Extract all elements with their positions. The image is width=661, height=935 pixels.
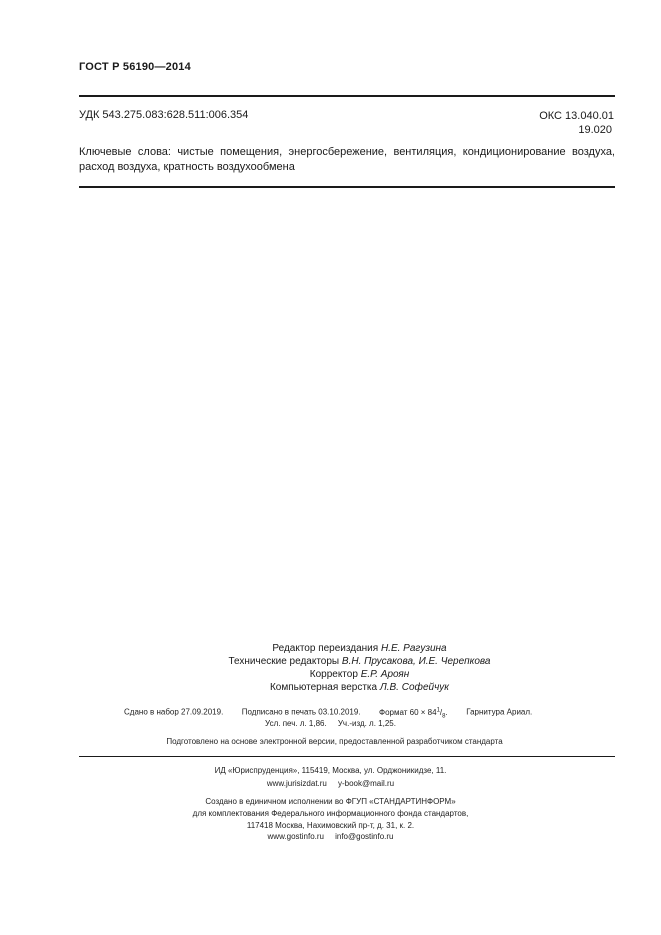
top-divider bbox=[79, 95, 615, 97]
corrector-name: Е.Р. Ароян bbox=[360, 669, 410, 680]
publisher-divider bbox=[79, 756, 615, 757]
print-signed-date: Подписано в печать 03.10.2019. bbox=[241, 707, 361, 717]
editor-label: Редактор переиздания bbox=[272, 643, 379, 654]
publisher-line-1: ИД «Юриспруденция», 115419, Москва, ул. Орджоникидзе, 11. bbox=[214, 766, 447, 775]
publisher-line-2: www.jurisizdat.ru y-book@mail.ru bbox=[266, 779, 395, 788]
oks-codes bbox=[539, 109, 614, 137]
udk-code: УДК 543.275.083:628.511:006.354 bbox=[79, 109, 249, 121]
print-info-line-2: Усл. печ. л. 1,86. Уч.-изд. л. 1,25. bbox=[265, 719, 396, 728]
print-sent-date: Сдано в набор 27.09.2019. bbox=[124, 707, 224, 717]
editor-credit bbox=[0, 643, 661, 655]
print-info-line-1 bbox=[124, 707, 532, 719]
tech-editors-credit bbox=[0, 656, 661, 668]
corrector-label: Корректор bbox=[309, 669, 358, 680]
producer-line-3: 117418 Москва, Нахимовский пр-т, д. 31, к. 2. bbox=[246, 821, 415, 830]
producer-line-4: www.gostinfo.ru info@gostinfo.ru bbox=[267, 832, 394, 841]
producer-line-2: для комплектования Федерального информационного фонда стандартов, bbox=[192, 809, 469, 818]
keywords-divider bbox=[79, 186, 615, 188]
layout-name: Л.В. Софейчук bbox=[379, 682, 450, 693]
oks-code-primary: ОКС 13.040.01 bbox=[539, 110, 614, 122]
keywords: Ключевые слова: чистые помещения, энергосбережение, вентиляция, кондиционирование воздуха, расход воздуха, кратность воздухообмена bbox=[79, 146, 615, 173]
tech-editors-name: В.Н. Прусакова, И.Е. Черепкова bbox=[341, 656, 491, 667]
print-font: Гарнитура Ариал. bbox=[466, 707, 533, 717]
tech-editors-label: Технические редакторы bbox=[228, 656, 340, 667]
layout-credit bbox=[0, 682, 661, 694]
print-info-line-3: Подготовлено на основе электронной версии, предоставленной разработчиком стандарта bbox=[166, 737, 503, 746]
producer-line-1: Создано в единичном исполнении во ФГУП «СТАНДАРТИНФОРМ» bbox=[205, 797, 456, 806]
oks-code-secondary: 19.020 bbox=[578, 124, 612, 136]
corrector-credit bbox=[0, 669, 661, 681]
editor-name: Н.Е. Рагузина bbox=[380, 643, 447, 654]
layout-label: Компьютерная верстка bbox=[269, 682, 378, 693]
print-format: Формат $60 \times 84^1/_8$. bbox=[379, 707, 448, 720]
document-title: ГОСТ Р 56190—2014 bbox=[79, 61, 191, 73]
